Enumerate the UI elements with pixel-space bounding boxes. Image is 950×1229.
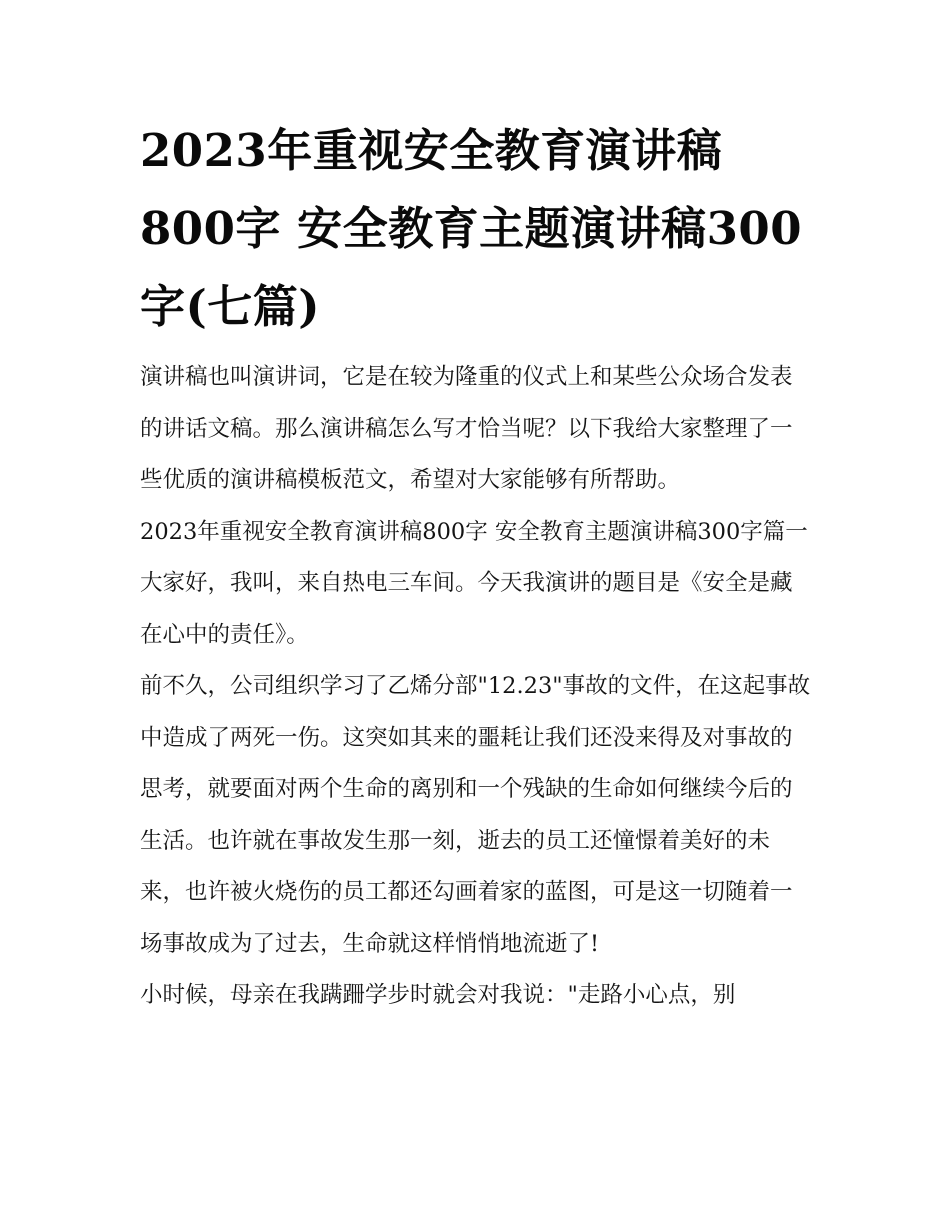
document-body	[140, 112, 812, 1022]
paragraph-intro: 演讲稿也叫演讲词，它是在较为隆重的仪式上和某些公众场合发表的讲话文稿。那么演讲稿怎么写才恰当呢？以下我给大家整理了一些优质的演讲稿模板范文，希望对大家能够有所帮助。	[140, 364, 793, 493]
paragraph-accident: 前不久，公司组织学习了乙烯分部"12.23"事故的文件，在这起事故中造成了两死一伤。这突如其来的噩耗让我们还没来得及对事故的思考，就要面对两个生命的离别和一个残缺的生命如何继续今后的生活。也许就在事故发生那一刻，逝去的员工还憧憬着美好的未来，也许被火烧伤的员工都还勾画着家的蓝图，可是这一切随着一场事故成为了过去，生命就这样悄悄地流逝了!	[140, 673, 811, 957]
document-title: 2023年重视安全教育演讲稿800字 安全教育主题演讲稿300字(七篇)	[140, 124, 803, 333]
paragraph-childhood: 小时候，母亲在我蹒跚学步时就会对我说："走路小心点，别	[140, 982, 736, 1008]
paragraph-speech-one-opening: 2023年重视安全教育演讲稿800字 安全教育主题演讲稿300字篇一 大家好，我叫，来自热电三车间。今天我演讲的题目是《安全是藏在心中的责任》。	[140, 518, 808, 648]
